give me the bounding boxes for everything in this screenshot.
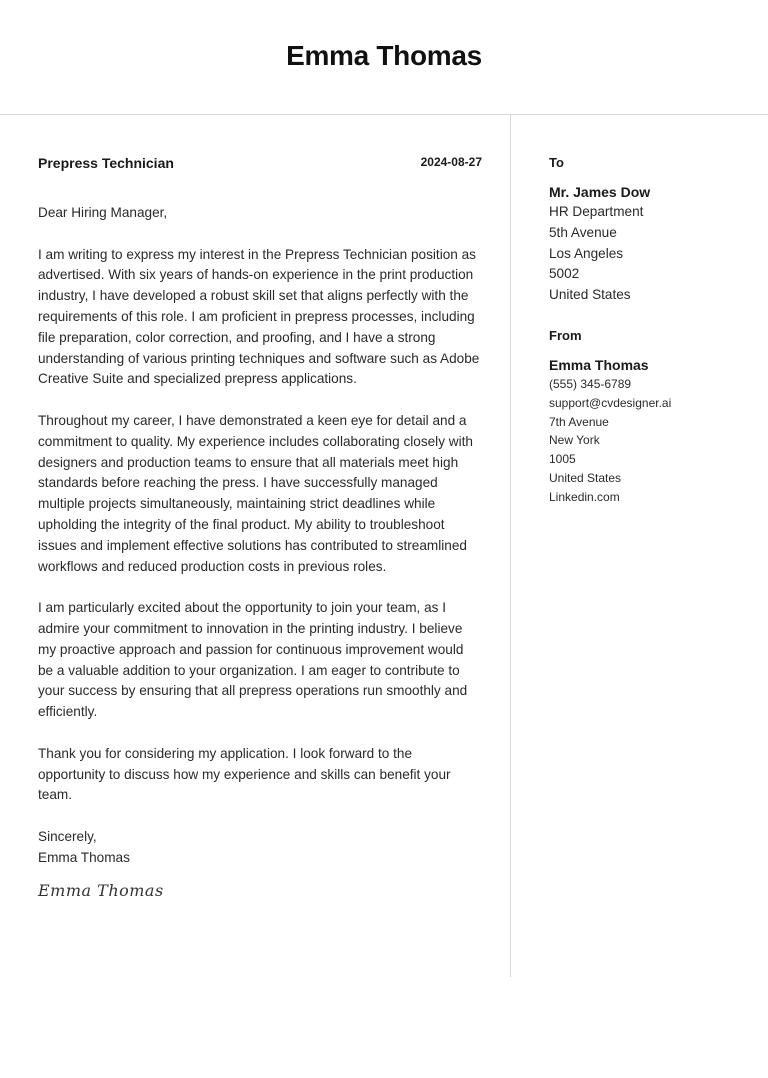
column-divider [510, 115, 511, 977]
sender-phone: (555) 345-6789 [549, 377, 632, 391]
sender-block [549, 328, 671, 507]
applicant-name: Emma Thomas [286, 40, 482, 71]
letter-header [0, 0, 768, 115]
job-title: Prepress Technician [38, 155, 174, 171]
recipient-heading: To [549, 155, 564, 170]
sender-name: Emma Thomas [549, 357, 649, 373]
salutation: Dear Hiring Manager, [38, 205, 168, 220]
sender-heading: From [549, 328, 582, 343]
sender-website: Linkedin.com [549, 489, 620, 504]
sender-country: United States [549, 470, 622, 485]
body-paragraph: I am writing to express my interest in the Prepress Technician position as advertised. With six years of hands-on experience in the print production industry, I have developed a robust skill set that aligns perfectly with the requirements of this role. I am proficient in prepress processes, including file preparation, color correction, and proofing, and I have a strong understanding of various printing techniques and software such as Adobe Creative Suite and specialized prepress applications. [38, 246, 480, 387]
body-paragraph: Thank you for considering my application. I look forward to the opportunity to discuss how my experience and skills can benefit your team. [38, 745, 451, 803]
sender-street: 7th Avenue [549, 414, 609, 429]
body-paragraph: I am particularly excited about the opportunity to join your team, as I admire your commitment to innovation in the printing industry. I believe my proactive approach and passion for continuous improvement would be a valuable addition to your organization. I am eager to contribute to your success by ensuring that all prepress operations run smoothly and efficiently. [38, 600, 468, 720]
recipient-department: HR Department [549, 204, 644, 219]
sender-city: New York [549, 433, 600, 448]
body-paragraph: Throughout my career, I have demonstrated a keen eye for detail and a commitment to quality. My experience includes collaborating closely with designers and production teams to ensure that all materials meet high standards before reaching the press. I have successfully managed multiple projects simultaneously, maintaining strict deadlines while upholding the integrity of the final product. My ability to troubleshoot issues and implement effective solutions has contributed to streamlined workflows and reduced production costs in previous roles. [38, 412, 473, 574]
recipient-name: Mr. James Dow [549, 184, 651, 200]
recipient-country: United States [549, 287, 631, 303]
recipient-block [549, 155, 650, 306]
sender-postcode: 1005 [549, 452, 576, 467]
letter-closing [38, 827, 130, 869]
recipient-postcode: 5002 [549, 266, 580, 282]
closing-name: Emma Thomas [38, 849, 130, 865]
recipient-street: 5th Avenue [549, 224, 617, 240]
closing-phrase: Sincerely, [38, 829, 97, 844]
sender-email: support@cvdesigner.ai [549, 395, 672, 410]
recipient-city: Los Angeles [549, 245, 624, 261]
handwritten-signature: Emma Thomas [38, 881, 164, 900]
letter-body [38, 203, 482, 827]
letter-date: 2024-08-27 [420, 155, 482, 169]
